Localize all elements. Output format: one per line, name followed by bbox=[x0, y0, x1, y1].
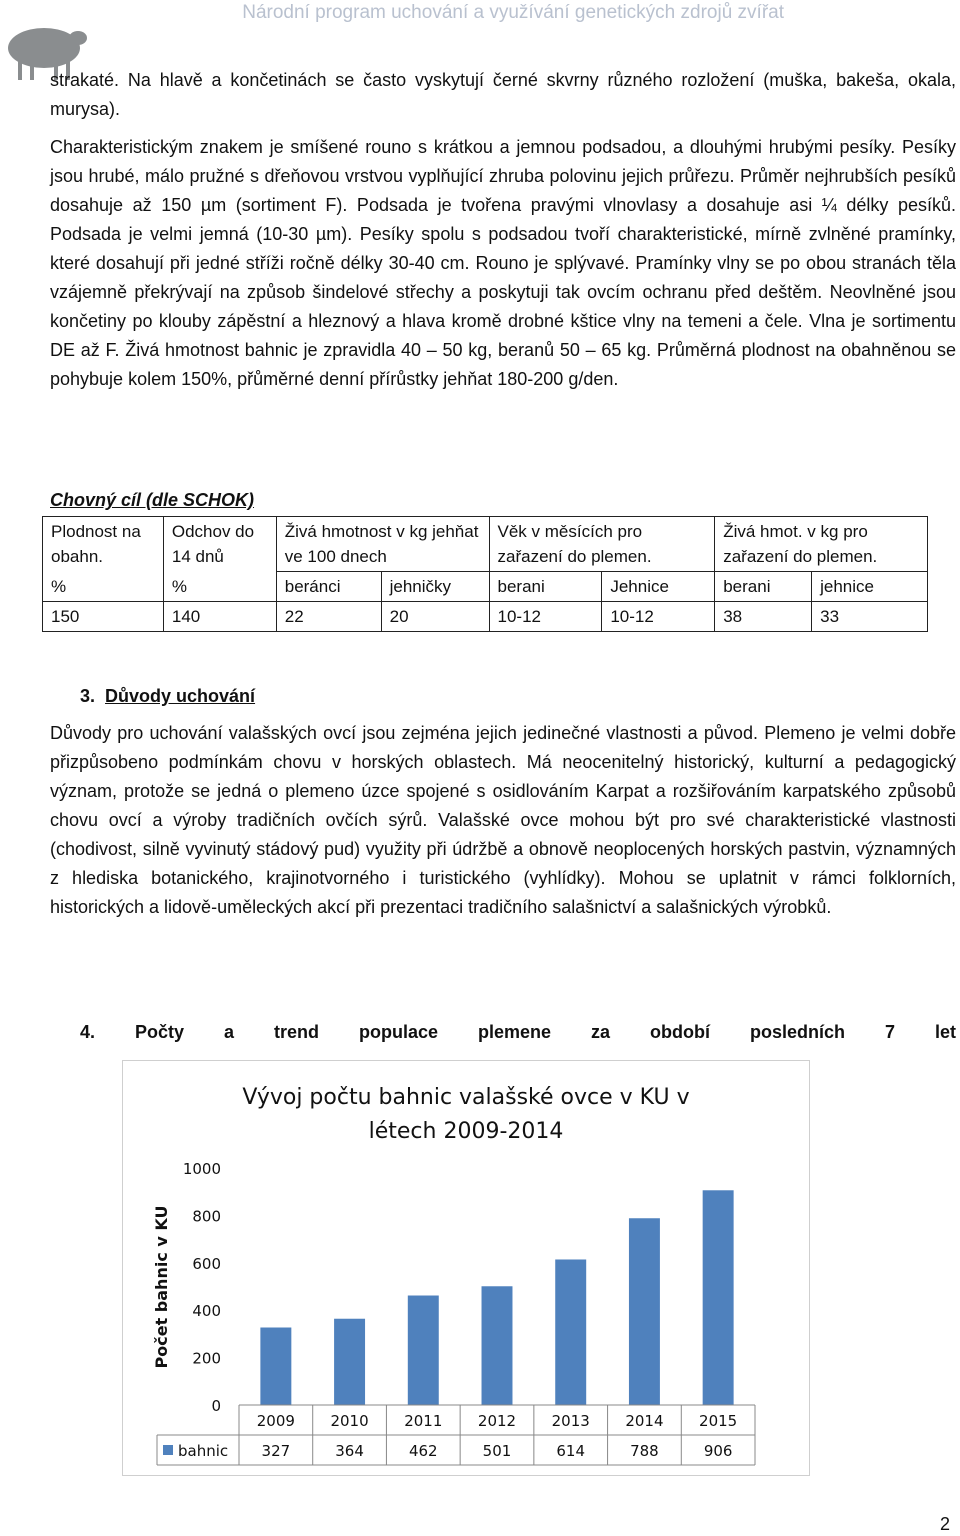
sub-header: jehničky bbox=[381, 572, 489, 602]
bar bbox=[555, 1259, 586, 1405]
bar bbox=[482, 1286, 513, 1405]
sub-header: beránci bbox=[276, 572, 381, 602]
header-rearing: Odchov do 14 dnů bbox=[163, 517, 276, 572]
sub-header: berani bbox=[489, 572, 602, 602]
unit-percent: % bbox=[43, 572, 164, 602]
legend-series-name: bahnic bbox=[178, 1442, 229, 1460]
data-label: 906 bbox=[703, 1442, 733, 1460]
heading-word: za bbox=[591, 1022, 611, 1042]
paragraph-fleece: Charakteristickým znakem je smíšené rouno s krátkou a jemnou podsadou, a dlouhými hrubými pesíky. Pesíky jsou hrubé, málo pružné s dřeňovou vrstvou vyplňující zhruba polovinu jejich průřezu. Průměr nejhrubších pesíků dosahuje až 150 µm (sortiment F). Podsada je tvořena pravými vlnovlasy a dosahuje asi ¼ délky pesíků. Podsada je velmi jemná (10-30 µm). Pesíky spolu s podsadou tvoří charakteristické, mírně zvlněné pramínky, které dosahují při jedné stříži ročně délky 30-40 cm. Rouno je splývavé. Pramínky vlny se po obou stranách těla vzájemně překrývají na způsob šindelové střechy a poskytuji tak ovcím ochranu před deštěm. Neovlněné jsou končetiny po klouby zápěstní a hleznový a hlava kromě drobné kštice vlny na temeni a čele. Vlna je sortimentu DE až F. Živá hmotnost bahnic je zpravidla 40 – 50 kg, beranů 50 – 65 kg. Průměrná plodnost na obahněnou se pohybuje kolem 150%, přůměrné denní přírůstky jehňat 180-200 g/den. bbox=[50, 137, 956, 389]
x-tick-label: 2009 bbox=[256, 1412, 295, 1430]
section-number: 3. bbox=[80, 686, 96, 706]
sub-header: jehnice bbox=[812, 572, 928, 602]
bar bbox=[629, 1218, 660, 1405]
section-3-heading bbox=[80, 686, 255, 707]
running-header: Národní program uchování a využívání genetických zdrojů zvířat bbox=[242, 2, 784, 23]
data-label: 462 bbox=[408, 1442, 438, 1460]
table-cell: 10-12 bbox=[602, 602, 715, 632]
bar bbox=[260, 1328, 291, 1405]
paragraph-reasons: Důvody pro uchování valašských ovcí jsou zejména jejich jedinečné vlastnosti a původ. Plemeno je velmi dobře přizpůsobeno podmínkám chovu v horských oblastech. Má neocenitelný historický, kulturní a pedagogický význam, protože se jedná o plemeno úzce spojené s osidlováním Karpat a rozšiřováním karpatského způsobů chovu ovcí a výroby tradičních ovčích sýrů. Valašské ovce mohou být pro své charakteristické vlastnosti (chodivost, silně vyvinutý stádový pud) využity při údržbě a obnově neoplocených horských pastvin, významných z hlediska botanického, krajinotvorného i turistického (vyhlídky). Mohou se uplatnit v rámci folklorních, historických a lidově-uměleckých akcí při prezentaci tradičního salašnictví a salašnických výrobků. bbox=[50, 723, 956, 917]
table-cell: 22 bbox=[276, 602, 381, 632]
y-tick-label: 200 bbox=[192, 1349, 221, 1368]
page-number: 2 bbox=[940, 1514, 951, 1534]
header-lamb-weight: Živá hmotnost v kg jehňat ve 100 dnech bbox=[276, 517, 489, 572]
bar bbox=[408, 1296, 439, 1405]
x-tick-label: 2013 bbox=[551, 1412, 590, 1430]
x-tick-label: 2011 bbox=[404, 1412, 443, 1430]
table-row bbox=[43, 602, 928, 632]
heading-word: období bbox=[650, 1022, 710, 1042]
data-label: 501 bbox=[482, 1442, 512, 1460]
section-4-heading bbox=[80, 1022, 956, 1043]
bar bbox=[703, 1190, 734, 1405]
population-chart bbox=[122, 1060, 810, 1476]
heading-word: populace bbox=[359, 1022, 439, 1042]
bar bbox=[334, 1319, 365, 1405]
heading-word: 4. bbox=[80, 1022, 96, 1042]
legend-swatch bbox=[163, 1445, 173, 1455]
y-tick-label: 600 bbox=[192, 1254, 221, 1273]
y-tick-label: 1000 bbox=[182, 1160, 221, 1178]
section-title: Důvody uchování bbox=[105, 686, 256, 706]
sub-header: berani bbox=[715, 572, 812, 602]
x-tick-label: 2014 bbox=[625, 1412, 664, 1430]
heading-word: a bbox=[224, 1022, 235, 1042]
heading-word: 7 bbox=[884, 1022, 895, 1042]
x-tick-label: 2015 bbox=[699, 1412, 738, 1430]
unit-percent: % bbox=[163, 572, 276, 602]
y-tick-label: 400 bbox=[192, 1302, 221, 1321]
data-label: 788 bbox=[630, 1442, 659, 1460]
y-axis-label: Počet bahnic v KU bbox=[152, 1205, 171, 1369]
table-cell: 33 bbox=[812, 602, 928, 632]
table-cell: 140 bbox=[163, 602, 276, 632]
paragraph-coat-color: strakaté. Na hlavě a končetinách se často vyskytují černé skvrny různého rozložení (muška, bakeša, okala, murysa). bbox=[50, 70, 956, 119]
data-label: 364 bbox=[335, 1442, 364, 1460]
chart-canvas bbox=[123, 1061, 809, 1475]
data-label: 614 bbox=[556, 1442, 586, 1460]
chart-title: Vývoj počtu bahnic valašské ovce v KU v bbox=[242, 1085, 690, 1110]
header-age-months: Věk v měsících pro zařazení do plemen. bbox=[489, 517, 715, 572]
table-cell: 150 bbox=[43, 602, 164, 632]
data-label: 327 bbox=[261, 1442, 291, 1460]
breeding-goal-heading: Chovný cíl (dle SCHOK) bbox=[50, 490, 255, 510]
heading-word: posledních bbox=[749, 1022, 845, 1042]
chart-title: létech 2009-2014 bbox=[368, 1119, 564, 1144]
table-cell: 20 bbox=[381, 602, 489, 632]
table-cell: 38 bbox=[715, 602, 812, 632]
heading-word: plemene bbox=[478, 1022, 552, 1042]
breeding-goal-table bbox=[42, 516, 928, 632]
heading-word: trend bbox=[274, 1022, 320, 1042]
header-live-weight: Živá hmot. v kg pro zařazení do plemen. bbox=[715, 517, 928, 572]
sub-header: Jehnice bbox=[602, 572, 715, 602]
y-tick-label: 800 bbox=[192, 1207, 221, 1226]
y-tick-label: 0 bbox=[211, 1397, 221, 1415]
heading-word: Počty bbox=[135, 1022, 185, 1042]
header-fertility: Plodnost na obahn. bbox=[43, 517, 164, 572]
table-cell: 10-12 bbox=[489, 602, 602, 632]
x-tick-label: 2012 bbox=[477, 1412, 517, 1430]
x-tick-label: 2010 bbox=[330, 1412, 369, 1430]
heading-word: let bbox=[934, 1022, 956, 1042]
